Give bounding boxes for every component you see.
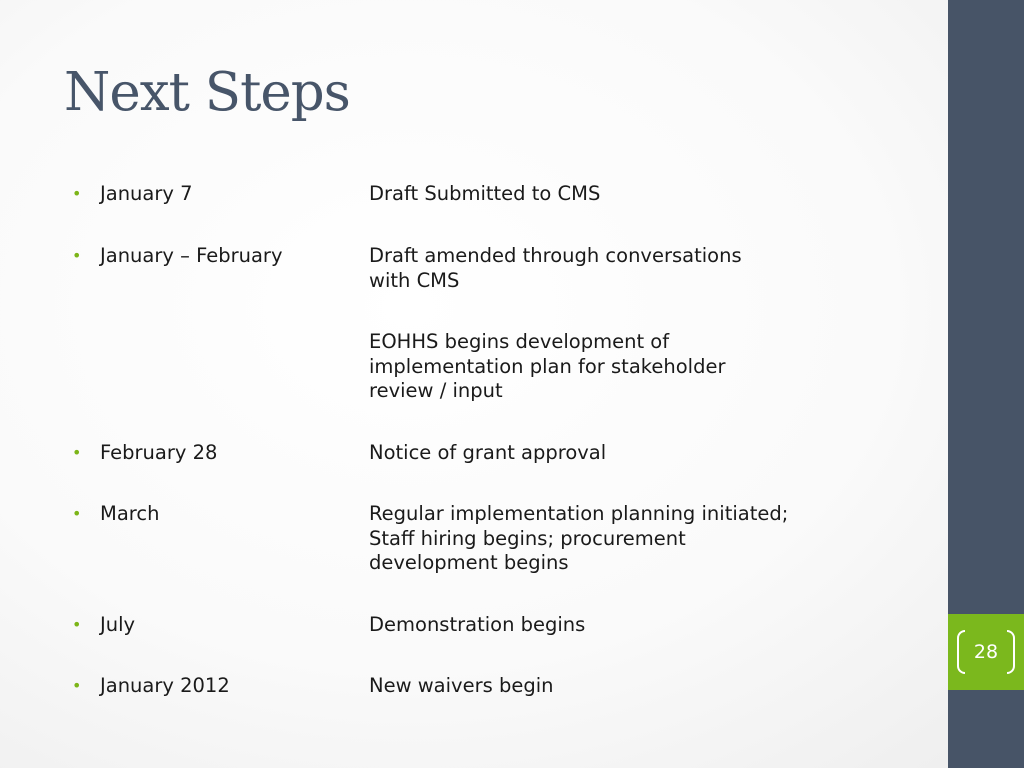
bullet-icon: • bbox=[72, 246, 82, 265]
item-description: Draft amended through conversations with CMS bbox=[369, 244, 742, 292]
right-bracket-icon bbox=[1007, 630, 1015, 674]
page-number: 28 bbox=[973, 641, 999, 663]
item-description: New waivers begin bbox=[369, 674, 554, 697]
item-description: Regular implementation planning initiated; Staff hiring begins; procurement development begins bbox=[369, 502, 789, 574]
bullet-icon: • bbox=[72, 184, 82, 203]
bullet-icon: • bbox=[72, 443, 82, 462]
item-description: Draft Submitted to CMS bbox=[369, 182, 601, 205]
item-description: Demonstration begins bbox=[369, 613, 586, 636]
slide-title: Next Steps bbox=[64, 62, 350, 123]
item-date: March bbox=[100, 502, 160, 525]
item-date: January 7 bbox=[100, 182, 193, 205]
item-date: January 2012 bbox=[100, 674, 230, 697]
item-date: July bbox=[100, 613, 136, 636]
bullet-icon: • bbox=[72, 676, 82, 695]
timeline-list bbox=[72, 0, 852, 768]
item-description: Notice of grant approval bbox=[369, 441, 607, 464]
bullet-icon: • bbox=[72, 504, 82, 523]
item-date: January – February bbox=[100, 244, 283, 267]
item-description: EOHHS begins development of implementation plan for stakeholder review / input bbox=[369, 330, 726, 402]
page-number-badge bbox=[948, 614, 1024, 690]
item-date: February 28 bbox=[100, 441, 218, 464]
bullet-icon: • bbox=[72, 615, 82, 634]
